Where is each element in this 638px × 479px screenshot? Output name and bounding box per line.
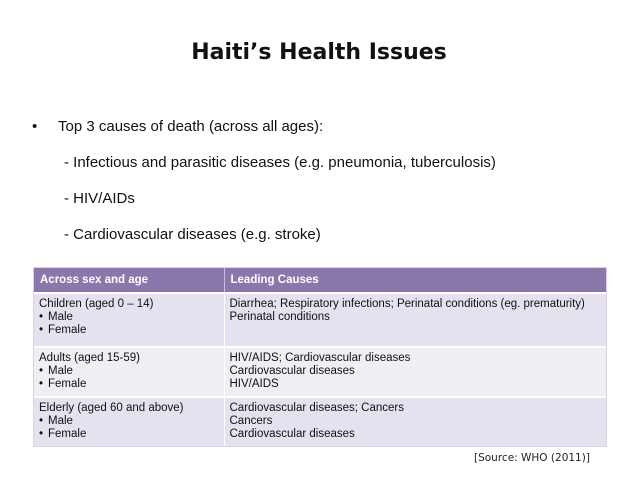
cause-line: Cardiovascular diseases [229, 365, 355, 377]
group-label: Elderly (aged 60 and above) [39, 402, 184, 414]
bullet-icon: • [39, 324, 44, 336]
cause-line: Diarrhea; Respiratory infections; Perinatal conditions (eg. prematurity) [229, 298, 585, 310]
sex-label: Male [48, 311, 73, 323]
bullet-icon: • [39, 365, 44, 377]
table-header-row [34, 268, 606, 293]
sex-item [39, 378, 219, 391]
sub-item-list [64, 154, 624, 262]
group-cell [34, 397, 224, 446]
sex-label: Male [48, 365, 73, 377]
group-label: Children (aged 0 – 14) [39, 298, 154, 310]
sex-item [39, 415, 219, 428]
header-across-sex-age: Across sex and age [34, 268, 224, 293]
group-label: Adults (aged 15-59) [39, 352, 141, 364]
table-row [34, 347, 606, 397]
slide-title: Haiti’s Health Issues [191, 40, 447, 65]
source-citation: [Source: WHO (2011)] [474, 452, 590, 464]
sub-item-cardiovascular: - Cardiovascular diseases (e.g. stroke) [64, 226, 321, 243]
causes-cell [224, 293, 606, 347]
causes-cell [224, 347, 606, 397]
bullet-item [32, 118, 612, 136]
sex-item [39, 324, 219, 337]
header-leading-causes: Leading Causes [224, 268, 606, 293]
sex-label: Female [48, 324, 87, 336]
sex-item [39, 311, 219, 324]
causes-cell [224, 397, 606, 446]
cause-line: HIV/AIDS; Cardiovascular diseases [229, 352, 411, 364]
sex-label: Female [48, 378, 87, 390]
group-cell [34, 347, 224, 397]
bullet-icon: • [39, 428, 44, 440]
causes-table [33, 267, 607, 447]
table-row [34, 293, 606, 347]
sex-label: Female [48, 428, 87, 440]
sub-item-infectious: - Infectious and parasitic diseases (e.g. pneumonia, tuberculosis) [64, 154, 496, 171]
cause-line: HIV/AIDS [229, 378, 279, 390]
cause-line: Cardiovascular diseases [229, 428, 355, 440]
bullet-list [32, 118, 612, 136]
sex-label: Male [48, 415, 73, 427]
cause-line: Cardiovascular diseases; Cancers [229, 402, 404, 414]
bullet-icon: • [39, 415, 44, 427]
bullet-text: Top 3 causes of death (across all ages): [58, 118, 324, 135]
cause-line: Cancers [229, 415, 273, 427]
sex-item [39, 428, 219, 441]
sex-item [39, 365, 219, 378]
bullet-icon: • [39, 311, 44, 323]
bullet-marker: • [32, 118, 38, 135]
sub-item-hiv: - HIV/AIDs [64, 190, 135, 207]
bullet-icon: • [39, 378, 44, 390]
group-cell [34, 293, 224, 347]
table-row [34, 397, 606, 446]
cause-line: Perinatal conditions [229, 311, 330, 323]
